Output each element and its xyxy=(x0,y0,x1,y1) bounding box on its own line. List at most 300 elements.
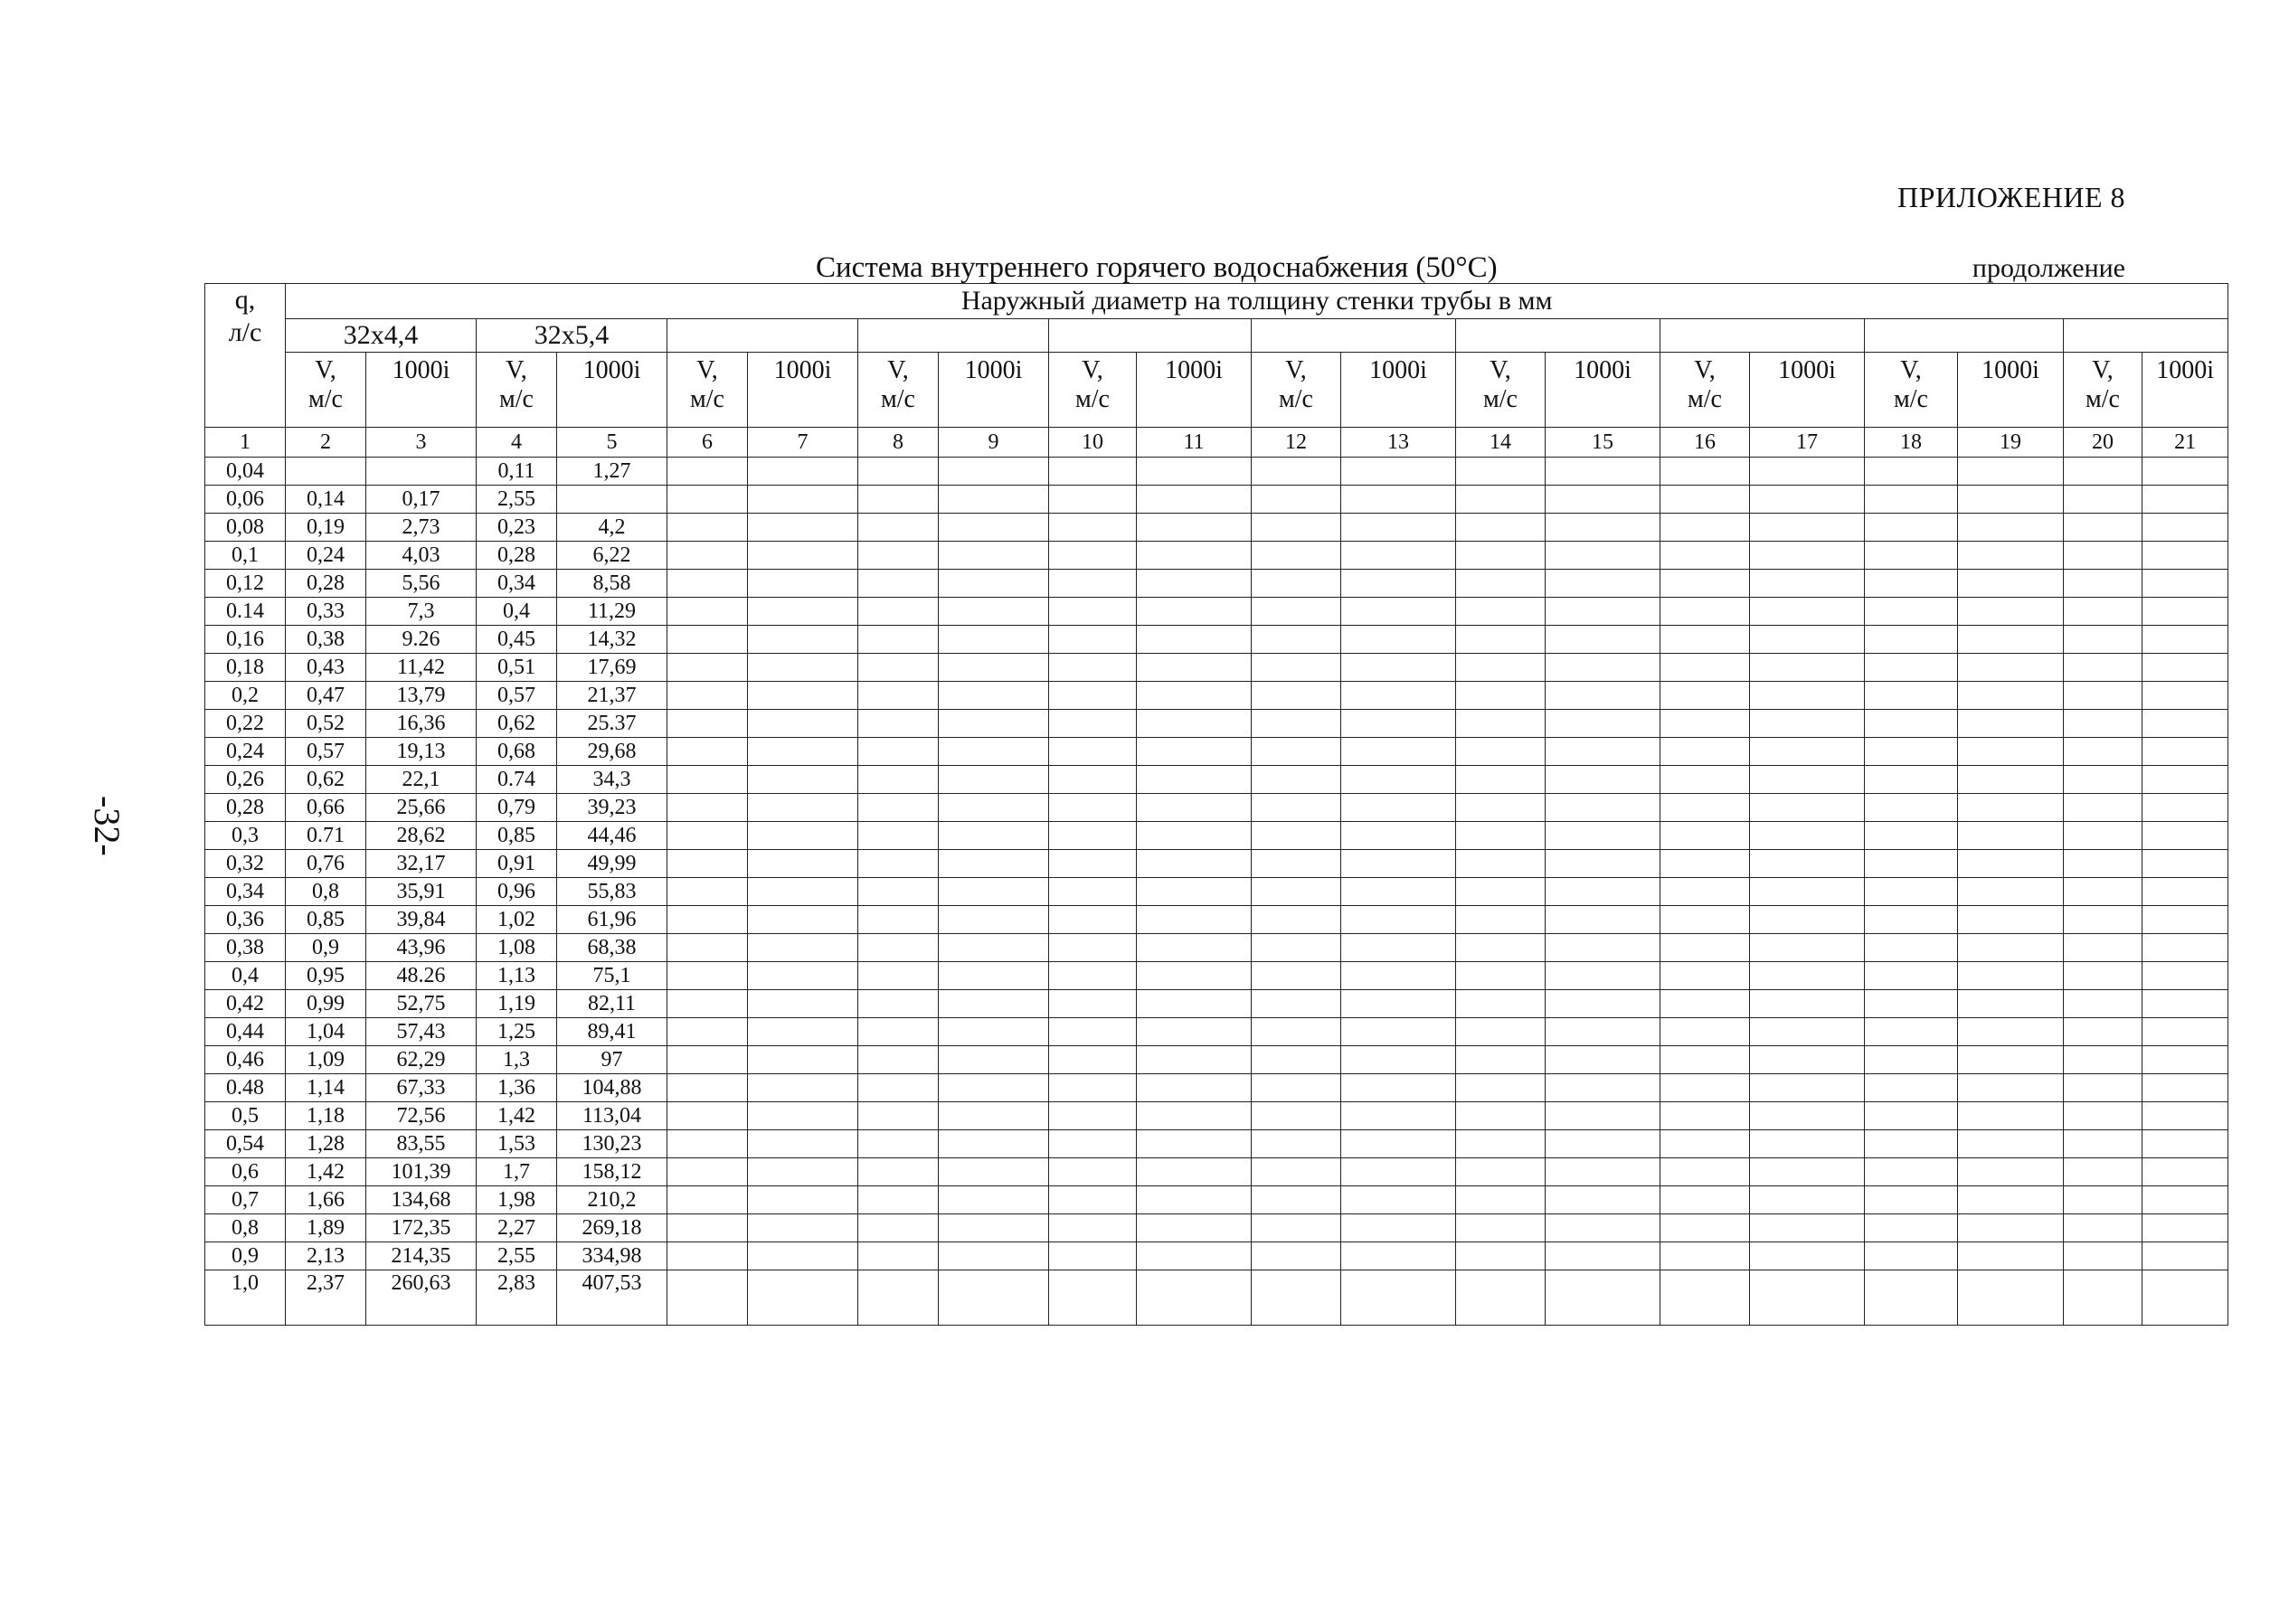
velocity-header: V, м/с xyxy=(1049,353,1137,428)
table-cell xyxy=(1341,906,1456,934)
table-cell xyxy=(667,626,748,654)
table-cell xyxy=(1865,766,1958,794)
table-cell xyxy=(748,794,858,822)
table-cell xyxy=(2142,934,2228,962)
table-cell xyxy=(1252,878,1341,906)
table-cell xyxy=(2064,486,2142,514)
table-cell xyxy=(939,1242,1049,1270)
table-cell: 0,66 xyxy=(286,794,366,822)
table-cell xyxy=(1958,598,2064,626)
table-cell xyxy=(1137,1158,1252,1186)
table-cell xyxy=(667,1074,748,1102)
table-cell xyxy=(2142,878,2228,906)
table-cell xyxy=(1546,878,1660,906)
table-cell xyxy=(1546,514,1660,542)
table-cell xyxy=(667,1186,748,1214)
table-cell: 0,96 xyxy=(477,878,557,906)
table-cell xyxy=(1456,570,1546,598)
table-cell xyxy=(1660,906,1750,934)
table-cell xyxy=(1137,934,1252,962)
table-cell xyxy=(2064,1102,2142,1130)
table-cell xyxy=(1660,626,1750,654)
flow-cell: 0.14 xyxy=(205,598,286,626)
flow-cell: 1,0 xyxy=(205,1270,286,1326)
table-cell xyxy=(667,822,748,850)
table-cell xyxy=(1341,1242,1456,1270)
table-cell xyxy=(1341,458,1456,486)
flow-cell: 0,06 xyxy=(205,486,286,514)
flow-cell: 0,42 xyxy=(205,990,286,1018)
table-cell xyxy=(1341,1270,1456,1326)
table-cell xyxy=(1252,570,1341,598)
table-cell xyxy=(858,542,939,570)
table-cell xyxy=(1660,1186,1750,1214)
table-row xyxy=(205,990,2228,1018)
table-cell xyxy=(1958,934,2064,962)
table-cell xyxy=(1049,1158,1137,1186)
table-cell xyxy=(1456,822,1546,850)
dimension-header xyxy=(1456,319,1660,353)
table-cell xyxy=(1456,1102,1546,1130)
table-cell: 52,75 xyxy=(366,990,477,1018)
table-row xyxy=(205,682,2228,710)
table-cell xyxy=(2142,1214,2228,1242)
table-cell xyxy=(1750,486,1865,514)
table-cell xyxy=(1546,1102,1660,1130)
table-cell xyxy=(1137,738,1252,766)
table-cell: 19,13 xyxy=(366,738,477,766)
table-cell: 0,19 xyxy=(286,514,366,542)
table-row xyxy=(205,1186,2228,1214)
velocity-header: V, м/с xyxy=(858,353,939,428)
table-cell xyxy=(1546,1074,1660,1102)
velocity-header: V, м/с xyxy=(1456,353,1546,428)
table-cell xyxy=(748,878,858,906)
table-row xyxy=(205,1074,2228,1102)
table-cell xyxy=(1252,598,1341,626)
table-cell xyxy=(1865,934,1958,962)
table-cell xyxy=(667,542,748,570)
table-cell: 2,73 xyxy=(366,514,477,542)
units-header-row xyxy=(205,353,2228,428)
table-cell xyxy=(1341,570,1456,598)
table-cell: 0,51 xyxy=(477,654,557,682)
table-cell xyxy=(1137,514,1252,542)
table-cell xyxy=(748,934,858,962)
table-cell xyxy=(667,1130,748,1158)
table-row xyxy=(205,738,2228,766)
flow-cell: 0,9 xyxy=(205,1242,286,1270)
column-number-row xyxy=(205,428,2228,458)
table-cell xyxy=(2142,458,2228,486)
table-cell xyxy=(1958,1130,2064,1158)
table-cell xyxy=(1252,458,1341,486)
table-cell xyxy=(1137,1186,1252,1214)
table-cell xyxy=(1546,598,1660,626)
flow-cell: 0,16 xyxy=(205,626,286,654)
table-cell: 1,02 xyxy=(477,906,557,934)
table-cell xyxy=(667,1158,748,1186)
table-cell xyxy=(1865,850,1958,878)
table-cell xyxy=(858,570,939,598)
table-cell xyxy=(1341,794,1456,822)
table-cell xyxy=(1865,794,1958,822)
table-cell xyxy=(939,486,1049,514)
table-cell xyxy=(939,1046,1049,1074)
table-cell xyxy=(2064,1046,2142,1074)
table-cell xyxy=(1660,766,1750,794)
table-cell xyxy=(1660,1074,1750,1102)
table-body xyxy=(205,458,2228,1326)
table-cell xyxy=(748,1186,858,1214)
table-cell xyxy=(1750,682,1865,710)
table-row xyxy=(205,542,2228,570)
head-loss-header: 1000i xyxy=(1546,353,1660,428)
table-cell xyxy=(1341,682,1456,710)
table-cell xyxy=(1546,1242,1660,1270)
table-cell: 22,1 xyxy=(366,766,477,794)
table-cell xyxy=(748,1018,858,1046)
table-cell: 97 xyxy=(557,1046,667,1074)
table-cell: 67,33 xyxy=(366,1074,477,1102)
column-number: 16 xyxy=(1660,428,1750,458)
table-cell xyxy=(2142,1270,2228,1326)
table-cell xyxy=(1546,990,1660,1018)
table-cell: 113,04 xyxy=(557,1102,667,1130)
table-cell xyxy=(1049,738,1137,766)
table-cell xyxy=(939,542,1049,570)
table-row xyxy=(205,458,2228,486)
table-cell xyxy=(2064,766,2142,794)
table-cell xyxy=(1750,626,1865,654)
table-cell xyxy=(858,458,939,486)
table-cell xyxy=(939,850,1049,878)
table-cell xyxy=(748,682,858,710)
table-cell: 214,35 xyxy=(366,1242,477,1270)
table-row xyxy=(205,626,2228,654)
table-cell xyxy=(858,486,939,514)
table-cell: 2,27 xyxy=(477,1214,557,1242)
table-cell: 6,22 xyxy=(557,542,667,570)
table-cell xyxy=(1137,850,1252,878)
table-cell xyxy=(858,738,939,766)
table-cell xyxy=(667,458,748,486)
table-cell xyxy=(1252,1102,1341,1130)
table-cell xyxy=(939,990,1049,1018)
table-cell xyxy=(1049,962,1137,990)
table-cell xyxy=(2142,1158,2228,1186)
table-cell xyxy=(1456,1186,1546,1214)
table-cell xyxy=(667,1214,748,1242)
table-cell: 39,23 xyxy=(557,794,667,822)
table-cell: 0,33 xyxy=(286,598,366,626)
table-cell xyxy=(557,486,667,514)
table-row xyxy=(205,1242,2228,1270)
table-row xyxy=(205,766,2228,794)
table-cell: 61,96 xyxy=(557,906,667,934)
table-cell xyxy=(939,514,1049,542)
table-cell xyxy=(2142,990,2228,1018)
table-cell: 0,57 xyxy=(477,682,557,710)
table-cell xyxy=(1252,486,1341,514)
table-cell: 48.26 xyxy=(366,962,477,990)
head-loss-header: 1000i xyxy=(1750,353,1865,428)
table-cell xyxy=(667,766,748,794)
table-cell xyxy=(1958,710,2064,738)
table-cell: 0,85 xyxy=(477,822,557,850)
table-cell xyxy=(667,514,748,542)
table-cell xyxy=(1456,710,1546,738)
table-cell xyxy=(1456,654,1546,682)
table-row xyxy=(205,962,2228,990)
table-cell xyxy=(1660,850,1750,878)
table-cell: 0,57 xyxy=(286,738,366,766)
table-cell xyxy=(1660,486,1750,514)
flow-cell: 0,44 xyxy=(205,1018,286,1046)
table-cell xyxy=(1660,654,1750,682)
dimension-header: 32x4,4 xyxy=(286,319,477,353)
column-number: 9 xyxy=(939,428,1049,458)
table-cell xyxy=(1341,1018,1456,1046)
table-cell xyxy=(939,1158,1049,1186)
table-cell xyxy=(858,934,939,962)
table-cell xyxy=(1546,1214,1660,1242)
table-cell xyxy=(1865,486,1958,514)
table-cell xyxy=(1750,822,1865,850)
flow-cell: 0,18 xyxy=(205,654,286,682)
table-cell xyxy=(2064,1270,2142,1326)
table-cell xyxy=(748,1102,858,1130)
table-cell xyxy=(667,990,748,1018)
table-cell xyxy=(1252,1270,1341,1326)
table-cell xyxy=(1137,990,1252,1018)
table-cell xyxy=(1958,1102,2064,1130)
table-cell xyxy=(858,598,939,626)
table-cell xyxy=(1750,710,1865,738)
table-cell xyxy=(939,654,1049,682)
flow-cell: 0,08 xyxy=(205,514,286,542)
table-cell xyxy=(1750,570,1865,598)
table-cell xyxy=(1252,738,1341,766)
table-cell xyxy=(2142,1074,2228,1102)
table-cell xyxy=(667,906,748,934)
table-cell: 0,34 xyxy=(477,570,557,598)
table-cell xyxy=(1456,962,1546,990)
table-cell: 2,13 xyxy=(286,1242,366,1270)
table-cell xyxy=(1750,1018,1865,1046)
table-cell xyxy=(1456,738,1546,766)
table-cell xyxy=(858,1158,939,1186)
table-cell xyxy=(2064,1242,2142,1270)
table-cell xyxy=(939,1186,1049,1214)
table-cell xyxy=(939,738,1049,766)
table-cell: 0.74 xyxy=(477,766,557,794)
table-cell xyxy=(2064,710,2142,738)
table-cell: 0,95 xyxy=(286,962,366,990)
table-cell xyxy=(1049,654,1137,682)
table-cell xyxy=(1049,822,1137,850)
table-cell: 7,3 xyxy=(366,598,477,626)
table-cell xyxy=(2142,1018,2228,1046)
table-cell xyxy=(667,934,748,962)
table-cell: 16,36 xyxy=(366,710,477,738)
table-cell xyxy=(2064,1130,2142,1158)
hydraulic-table xyxy=(204,283,2228,1326)
table-row xyxy=(205,1214,2228,1242)
table-cell xyxy=(1252,514,1341,542)
table-cell xyxy=(2142,906,2228,934)
table-cell xyxy=(2142,598,2228,626)
table-cell: 1,28 xyxy=(286,1130,366,1158)
table-row xyxy=(205,598,2228,626)
continued-label: продолжение xyxy=(1972,253,2125,283)
table-cell xyxy=(748,1214,858,1242)
table-cell xyxy=(1865,962,1958,990)
table-cell xyxy=(2142,682,2228,710)
table-cell: 8,58 xyxy=(557,570,667,598)
table-cell xyxy=(2064,822,2142,850)
table-cell xyxy=(2142,710,2228,738)
table-cell xyxy=(2142,514,2228,542)
table-cell xyxy=(1341,1102,1456,1130)
table-cell xyxy=(1546,626,1660,654)
table-cell: 11,29 xyxy=(557,598,667,626)
table-cell xyxy=(1456,1018,1546,1046)
flow-cell: 0,38 xyxy=(205,934,286,962)
table-cell xyxy=(2064,878,2142,906)
table-cell: 1,3 xyxy=(477,1046,557,1074)
table-cell xyxy=(858,1130,939,1158)
column-number: 15 xyxy=(1546,428,1660,458)
table-cell xyxy=(1660,990,1750,1018)
table-cell xyxy=(2142,486,2228,514)
table-cell xyxy=(858,626,939,654)
table-cell xyxy=(1750,1270,1865,1326)
table-cell xyxy=(1137,1102,1252,1130)
table-cell xyxy=(1049,1130,1137,1158)
table-cell xyxy=(1341,514,1456,542)
column-number: 21 xyxy=(2142,428,2228,458)
table-cell xyxy=(1137,1214,1252,1242)
table-cell xyxy=(748,1130,858,1158)
table-cell xyxy=(858,1270,939,1326)
table-cell xyxy=(1341,934,1456,962)
table-cell xyxy=(1341,766,1456,794)
table-cell xyxy=(2064,514,2142,542)
table-cell xyxy=(1546,570,1660,598)
table-row xyxy=(205,1102,2228,1130)
table-cell xyxy=(748,458,858,486)
table-cell xyxy=(1750,738,1865,766)
table-cell xyxy=(1750,458,1865,486)
table-cell: 62,29 xyxy=(366,1046,477,1074)
table-cell xyxy=(1750,766,1865,794)
table-cell xyxy=(1137,822,1252,850)
table-cell: 11,42 xyxy=(366,654,477,682)
table-cell: 13,79 xyxy=(366,682,477,710)
table-cell xyxy=(2142,850,2228,878)
table-cell xyxy=(1660,1270,1750,1326)
table-cell: 1,13 xyxy=(477,962,557,990)
table-cell xyxy=(748,486,858,514)
table-cell xyxy=(748,766,858,794)
table-cell xyxy=(1049,794,1137,822)
table-cell xyxy=(1750,850,1865,878)
column-number: 12 xyxy=(1252,428,1341,458)
table-cell xyxy=(1958,542,2064,570)
table-cell xyxy=(1865,738,1958,766)
table-cell xyxy=(1252,794,1341,822)
table-cell xyxy=(1958,962,2064,990)
table-cell xyxy=(1546,1186,1660,1214)
table-cell xyxy=(748,1242,858,1270)
table-cell xyxy=(2142,626,2228,654)
table-cell: 2,55 xyxy=(477,1242,557,1270)
table-cell xyxy=(667,850,748,878)
table-cell xyxy=(939,682,1049,710)
table-cell xyxy=(1252,850,1341,878)
table-cell xyxy=(1049,682,1137,710)
table-cell xyxy=(667,710,748,738)
table-cell xyxy=(1958,906,2064,934)
table-cell xyxy=(1750,1214,1865,1242)
table-cell xyxy=(667,794,748,822)
table-cell xyxy=(1546,794,1660,822)
table-cell: 1,36 xyxy=(477,1074,557,1102)
column-number: 14 xyxy=(1456,428,1546,458)
table-cell xyxy=(1049,710,1137,738)
table-cell xyxy=(1341,1046,1456,1074)
table-cell xyxy=(1958,822,2064,850)
table-cell xyxy=(748,1270,858,1326)
table-cell xyxy=(1049,1018,1137,1046)
table-cell xyxy=(1546,654,1660,682)
table-cell xyxy=(1865,458,1958,486)
table-cell xyxy=(1252,1130,1341,1158)
table-cell xyxy=(2064,934,2142,962)
table-row xyxy=(205,570,2228,598)
table-cell xyxy=(1660,1158,1750,1186)
table-cell: 0,23 xyxy=(477,514,557,542)
table-cell xyxy=(1252,934,1341,962)
table-cell xyxy=(1865,878,1958,906)
table-cell xyxy=(858,1046,939,1074)
table-cell xyxy=(2142,1102,2228,1130)
head-loss-header: 1000i xyxy=(2142,353,2228,428)
table-row xyxy=(205,878,2228,906)
table-cell: 1,27 xyxy=(557,458,667,486)
table-cell xyxy=(1865,1046,1958,1074)
column-number: 5 xyxy=(557,428,667,458)
table-cell xyxy=(1865,682,1958,710)
flow-cell: 0,12 xyxy=(205,570,286,598)
table-cell: 44,46 xyxy=(557,822,667,850)
table-cell xyxy=(1958,766,2064,794)
table-cell xyxy=(1958,1242,2064,1270)
table-cell xyxy=(1865,990,1958,1018)
table-cell xyxy=(1252,1046,1341,1074)
table-cell xyxy=(1660,1214,1750,1242)
table-cell: 89,41 xyxy=(557,1018,667,1046)
table-cell xyxy=(1049,1242,1137,1270)
table-cell xyxy=(1252,1186,1341,1214)
table-cell: 1,7 xyxy=(477,1158,557,1186)
table-cell xyxy=(1456,1158,1546,1186)
table-cell xyxy=(858,1242,939,1270)
table-cell xyxy=(1865,1074,1958,1102)
table-cell xyxy=(1750,1046,1865,1074)
velocity-header: V, м/с xyxy=(286,353,366,428)
